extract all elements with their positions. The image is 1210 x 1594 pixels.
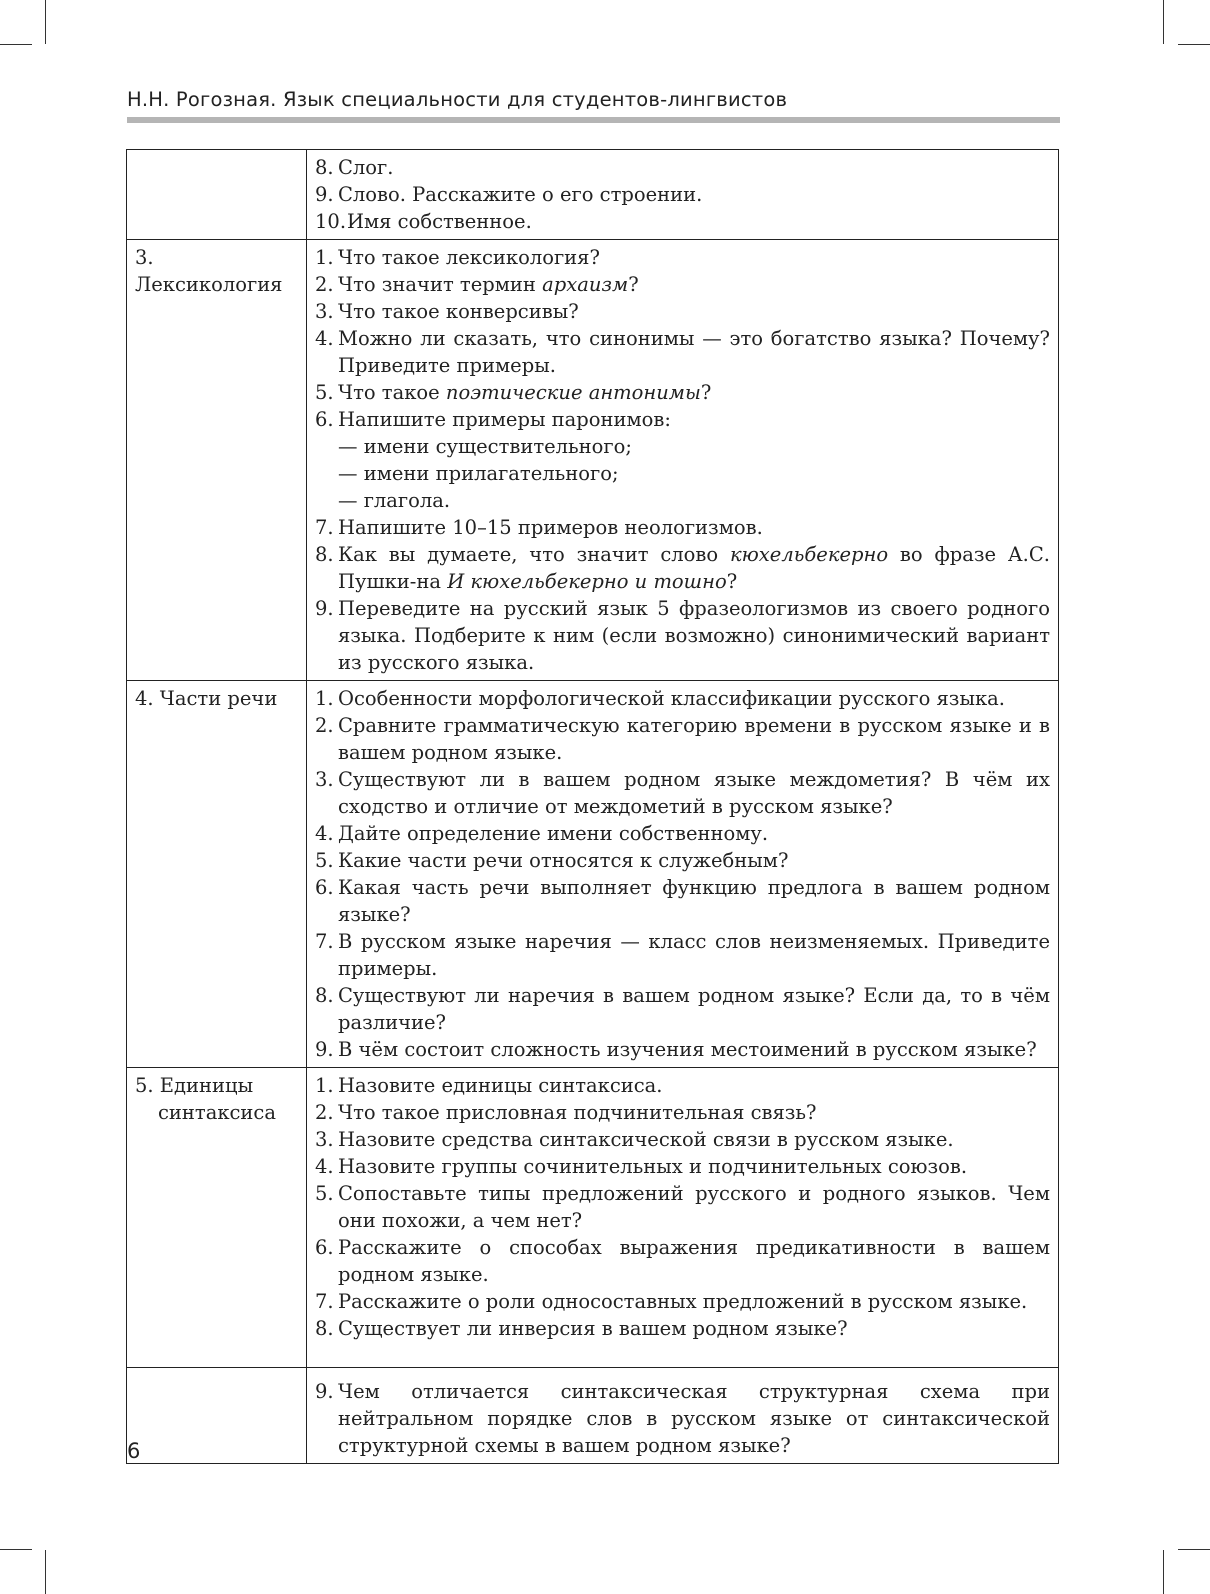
- crop-mark: [45, 0, 46, 44]
- question-item: 9. Чем отличается синтаксическая структурная схема при нейтральном порядке слов в русском языке от синтаксической структурной схемы в вашем родном языке?: [315, 1380, 1050, 1457]
- question-item: 4. Можно ли сказать, что синонимы — это богатство языка? Почему? Приведите примеры.: [315, 327, 1050, 377]
- question-item: 7. Напишите 10–15 примеров неологизмов.: [315, 516, 763, 539]
- question-item: 1. Особенности морфологической классификации русского языка.: [315, 687, 1005, 710]
- questions-cell: [307, 150, 1059, 240]
- crop-mark: [1163, 1550, 1164, 1594]
- question-item: 2. Что такое присловная подчинительная связь?: [315, 1101, 817, 1124]
- questions-cell: [307, 240, 1059, 681]
- questions-cell: [307, 1068, 1059, 1368]
- question-item: 2. Сравните грамматическую категорию времени в русском языке и в вашем родном языке.: [315, 714, 1050, 764]
- question-item: 3. Существуют ли в вашем родном языке междометия? В чём их сходство и отличие от междометий в русском языке?: [315, 768, 1050, 818]
- sub-item: — имени существительного;: [338, 435, 632, 458]
- question-item: 8. Слог.: [315, 156, 394, 179]
- question-item: 3. Что такое конверсивы?: [315, 300, 579, 323]
- question-item: 6. Расскажите о способах выражения предикативности в вашем родном языке.: [315, 1236, 1050, 1286]
- question-item: 8. Существуют ли наречия в вашем родном языке? Если да, то в чём различие?: [315, 984, 1050, 1034]
- question-item: 9. В чём состоит сложность изучения местоимений в русском языке?: [315, 1038, 1037, 1061]
- sub-item: — имени прилагательного;: [338, 462, 619, 485]
- page-number: 6: [127, 1439, 141, 1463]
- table-row: [127, 240, 1059, 681]
- question-item: 8. Существует ли инверсия в вашем родном языке?: [315, 1317, 848, 1340]
- topic-cell: [127, 150, 307, 240]
- question-item: 5. Какие части речи относятся к служебным?: [315, 849, 789, 872]
- question-item: 7. Расскажите о роли односоставных предложений в русском языке.: [315, 1290, 1028, 1313]
- question-item: 6. Какая часть речи выполняет функцию предлога в вашем родном языке?: [315, 876, 1050, 926]
- running-header: Н.Н. Рогозная. Язык специальности для студентов-лингвистов: [127, 88, 788, 111]
- topic-cell: 4. Части речи: [127, 681, 307, 1068]
- sub-item: — глагола.: [338, 489, 451, 512]
- question-item: 5. Сопоставьте типы предложений русского и родного языков. Чем они похожи, а чем нет?: [315, 1182, 1050, 1232]
- crop-mark: [0, 44, 32, 45]
- table-row: [127, 681, 1059, 1068]
- question-item: 7. В русском языке наречия — класс слов неизменяемых. Приведите примеры.: [315, 930, 1050, 980]
- crop-mark: [1178, 1549, 1210, 1550]
- questions-cell: [307, 681, 1059, 1068]
- question-item: 8. Как вы думаете, что значит слово кюхельбекерно во фразе А.С. Пушки-на И кюхельбекерно и тошно?: [315, 543, 1050, 593]
- question-item: 9. Переведите на русский язык 5 фразеологизмов из своего родного языка. Подберите к ним (если возможно) синонимический вариант из русского языка.: [315, 597, 1050, 674]
- topic-cell: 3. Лексикология: [127, 240, 307, 681]
- table-row: [127, 1068, 1059, 1368]
- crop-mark: [45, 1550, 46, 1594]
- crop-mark: [1178, 44, 1210, 45]
- questions-table: [126, 149, 1059, 1464]
- table-row: [127, 1368, 1059, 1464]
- question-item: 1. Назовите единицы синтаксиса.: [315, 1074, 663, 1097]
- crop-mark: [0, 1549, 32, 1550]
- table-row: [127, 150, 1059, 240]
- question-item: 2. Что значит термин архаизм?: [315, 273, 639, 296]
- question-item: 3. Назовите средства синтаксической связи в русском языке.: [315, 1128, 954, 1151]
- questions-cell: [307, 1368, 1059, 1464]
- question-item: 10. Имя собственное.: [315, 210, 532, 233]
- header-rule: [127, 117, 1060, 123]
- question-item: 1. Что такое лексикология?: [315, 246, 600, 269]
- crop-mark: [1163, 0, 1164, 44]
- topic-cell: 5. Единицы синтаксиса: [127, 1068, 307, 1368]
- question-item: 5. Что такое поэтические антонимы?: [315, 381, 712, 404]
- question-item: 4. Назовите группы сочинительных и подчинительных союзов.: [315, 1155, 968, 1178]
- question-item: 9. Слово. Расскажите о его строении.: [315, 183, 703, 206]
- question-item: 6. Напишите примеры паронимов:: [315, 408, 671, 431]
- question-item: 4. Дайте определение имени собственному.: [315, 822, 769, 845]
- topic-cell: [127, 1368, 307, 1464]
